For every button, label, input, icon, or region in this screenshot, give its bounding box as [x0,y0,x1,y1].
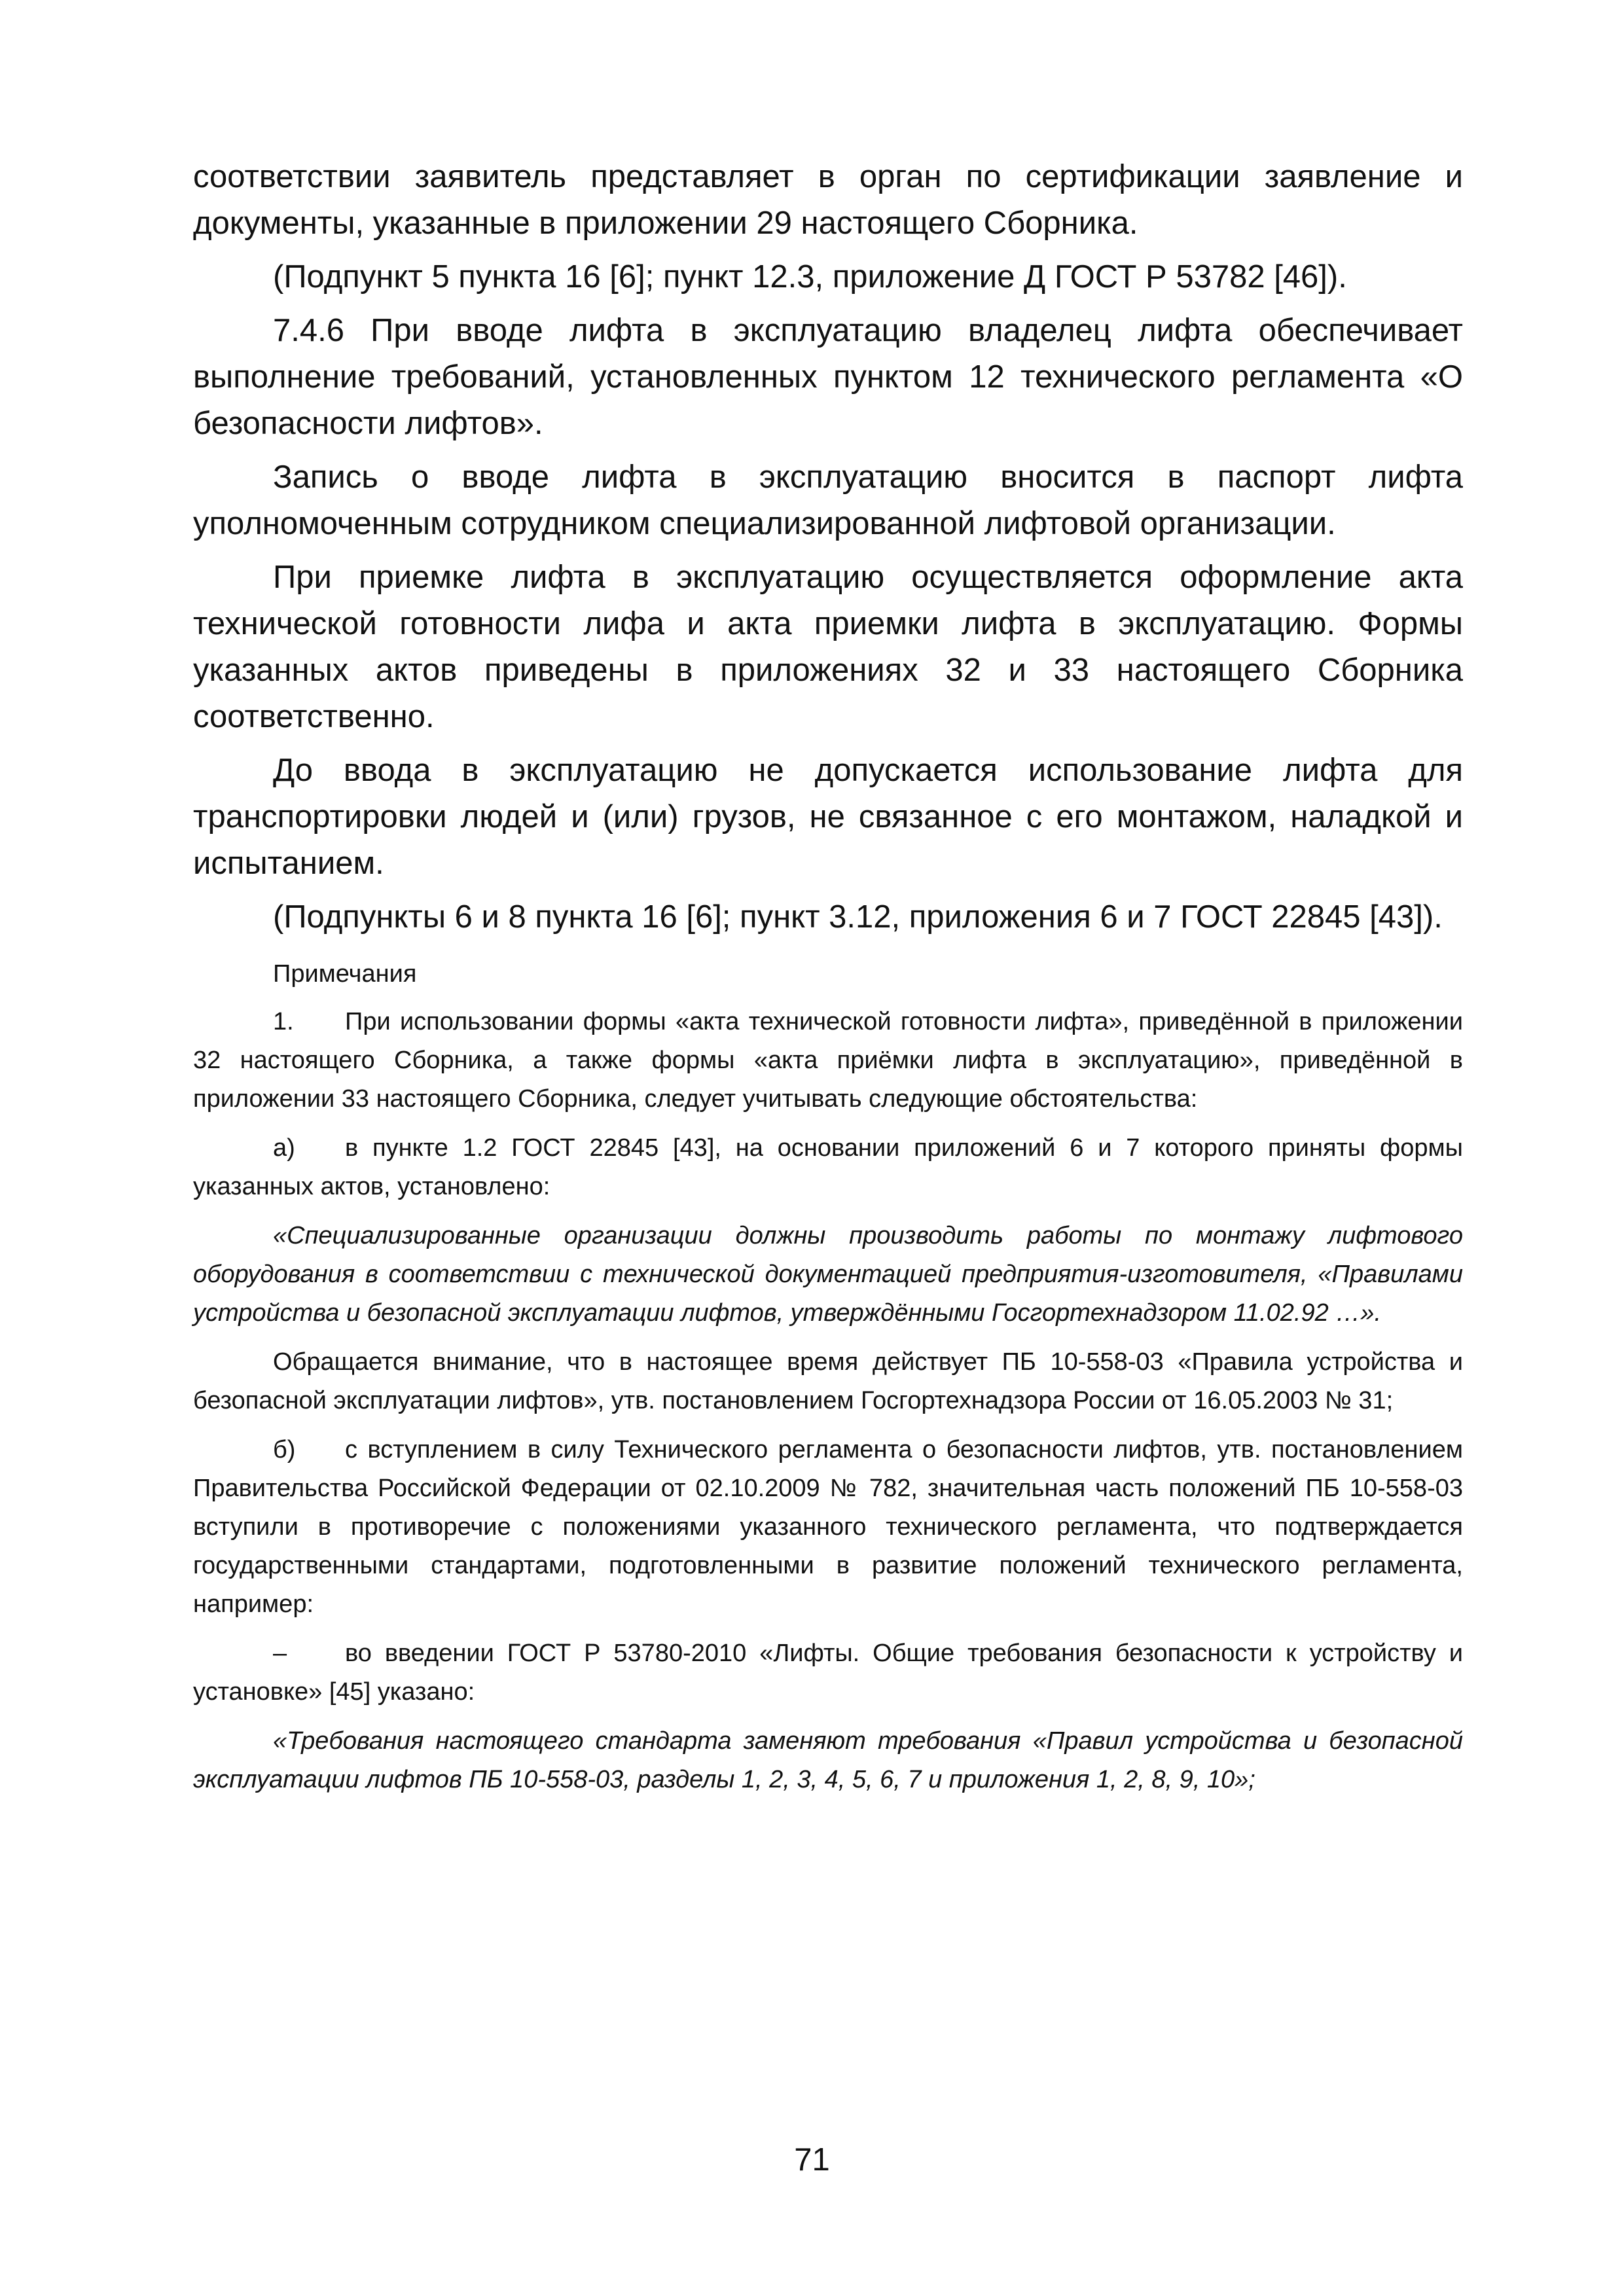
note-1-number: 1. [273,1008,294,1035]
paragraph-use-restriction: До ввода в эксплуатацию не допускается использование лифта для транспортировки людей и (или) грузов, не связанное с его монтажом, наладкой и испытанием. [193,753,1463,881]
note-dash-marker: – [273,1640,287,1667]
paragraph-reference-2: (Подпункты 6 и 8 пункта 16 [6]; пункт 3.12, приложения 6 и 7 ГОСТ 22845 [43]). [273,899,1443,935]
note-dash-item [193,1634,1463,1712]
note-1-text: При использовании формы «акта технической готовности лифта», приведённой в приложении 32 настоящего Сборника, а также формы «акта приёмки лифта в эксплуатацию», приведённой в приложении 33 настоящего Сборника, следует учитывать следующие обстоятельства: [193,1008,1463,1113]
note-item-a-text: в пункте 1.2 ГОСТ 22845 [43], на основании приложений 6 и 7 которого приняты формы указанных актов, установлено: [193,1134,1463,1200]
note-dash-text: во введении ГОСТ Р 53780-2010 «Лифты. Общие требования безопасности к устройству и установке» [45] указано: [193,1640,1463,1706]
note-item-a [193,1129,1463,1206]
notes-section [193,955,1463,1799]
note-1 [193,1003,1463,1119]
paragraph-application-docs: соответствии заявитель представляет в орган по сертификации заявление и документы, указанные в приложении 29 настоящего Сборника. [193,159,1463,241]
document-page [193,154,1463,1799]
paragraph-reference-1: (Подпункт 5 пункта 16 [6]; пункт 12.3, приложение Д ГОСТ Р 53782 [46]). [273,259,1347,295]
note-item-b-text: с вступлением в силу Технического регламента о безопасности лифтов, утв. постановлением Правительства Российской Федерации от 02.10.2009 № 782, значительная часть положений ПБ 10-558-03 вступили в противоречие с положениями указанного технического регламента, что подтверждается государственными стандартами, подготовленными в развитие положений технического регламента, например: [193,1436,1463,1618]
paragraph-passport-record: Запись о вводе лифта в эксплуатацию вносится в паспорт лифта уполномоченным сотрудником специализированной лифтовой организации. [193,459,1463,541]
note-attention: Обращается внимание, что в настоящее время действует ПБ 10-558-03 «Правила устройства и безопасной эксплуатации лифтов», утв. постановлением Госгортехнадзора России от 16.05.2003 № 31; [193,1348,1463,1414]
note-item-b-label: б) [273,1436,296,1463]
paragraph-acceptance-acts: При приемке лифта в эксплуатацию осуществляется оформление акта технической готовности лифа и акта приемки лифта в эксплуатацию. Формы указанных актов приведены в приложениях 32 и 33 настоящего Сборника соответственно. [193,560,1463,734]
paragraph-section-7-4-6: 7.4.6 При вводе лифта в эксплуатацию владелец лифта обеспечивает выполнение требований, установленных пунктом 12 технического регламента «О безопасности лифтов». [193,313,1463,441]
quote-gost-53780: «Требования настоящего стандарта заменяют требования «Правил устройства и безопасной эксплуатации лифтов ПБ 10-558-03, разделы 1, 2, 3, 4, 5, 6, 7 и приложения 1, 2, 8, 9, 10»; [193,1727,1463,1793]
notes-title: Примечания [273,960,417,988]
note-item-a-label: а) [273,1134,295,1162]
note-item-b [193,1431,1463,1624]
quote-gost-22845: «Специализированные организации должны производить работы по монтажу лифтового оборудования в соответствии с технической документацией предприятия-изготовителя, «Правилами устройства и безопасной эксплуатации лифтов, утверждёнными Госгортехнадзором 11.02.92 …». [193,1222,1463,1327]
page-number: 71 [794,2142,830,2178]
